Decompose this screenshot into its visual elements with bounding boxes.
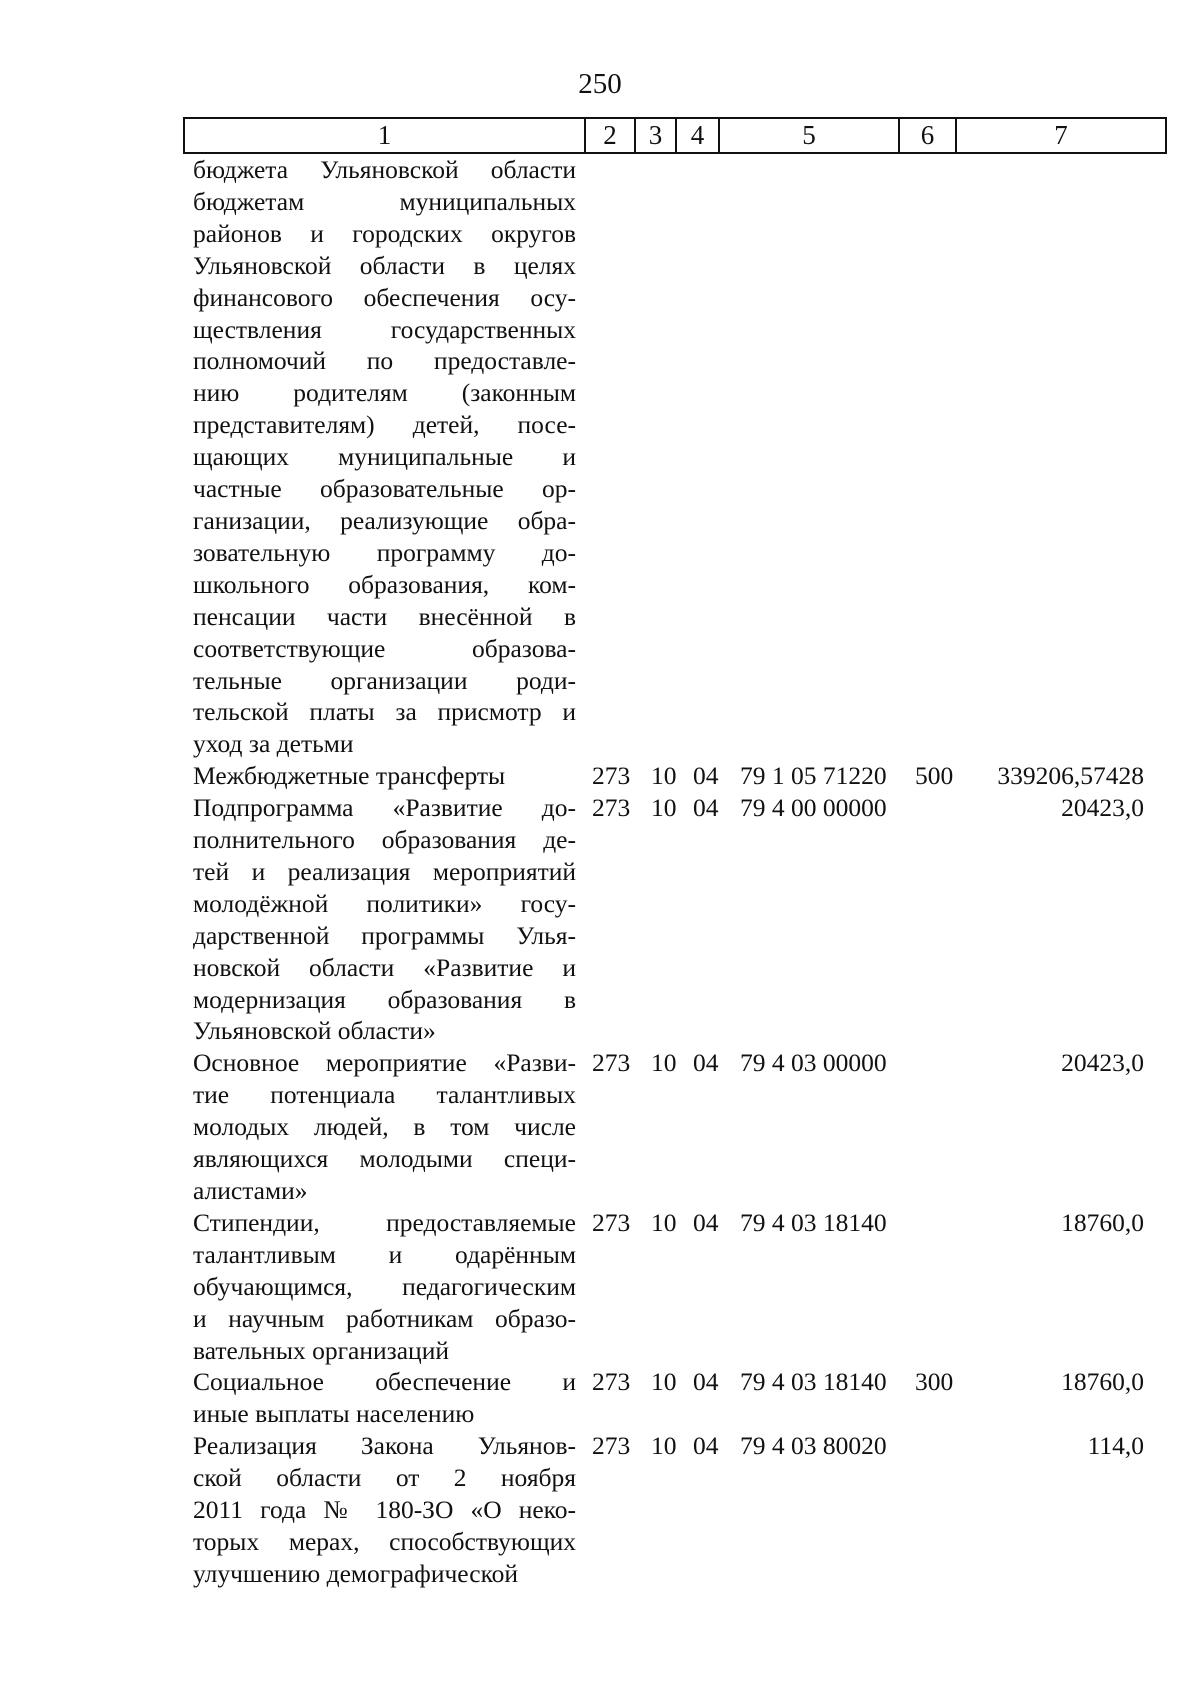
amount: 114,0 <box>1087 1431 1144 1461</box>
table-row <box>0 154 1200 760</box>
row-description <box>193 1366 576 1430</box>
description-line: иные выплаты населению <box>193 1399 475 1429</box>
description-line: Межбюджетные трансферты <box>193 761 506 791</box>
section-code: 10 <box>651 1431 677 1461</box>
description-line: уход за детьми <box>193 729 354 759</box>
ministry-code: 273 <box>592 1048 631 1078</box>
description-line: дарственной программы Улья- <box>193 920 576 950</box>
ministry-code: 273 <box>592 793 631 823</box>
row-description <box>193 1047 576 1207</box>
ministry-code: 273 <box>592 1207 631 1237</box>
amount: 339206,57428 <box>997 761 1144 791</box>
description-line: Социальное обеспечение и <box>193 1367 576 1397</box>
description-line: 2011 года № 180-ЗО «О неко- <box>193 1495 576 1525</box>
column-header-5: 5 <box>719 118 899 153</box>
description-line: тей и реализация мероприятий <box>193 856 576 886</box>
description-line: щающих муниципальные и <box>193 442 576 472</box>
expense-type-code: 500 <box>915 761 954 791</box>
expense-type-code: 300 <box>915 1367 954 1397</box>
description-line: полнительного образования де- <box>193 825 576 855</box>
description-line: Основное мероприятие «Разви- <box>193 1048 576 1078</box>
description-line: Стипендии, предоставляемые <box>193 1207 576 1237</box>
row-description <box>193 1207 576 1367</box>
column-header-row <box>184 118 1166 153</box>
section-code: 10 <box>651 1048 677 1078</box>
target-article-code: 79 4 00 00000 <box>740 793 887 823</box>
budget-rows <box>0 154 1200 1590</box>
row-description <box>193 154 576 760</box>
target-article-code: 79 4 03 18140 <box>740 1207 887 1237</box>
description-line: молодых людей, в том числе <box>193 1112 576 1142</box>
description-line: ской области от 2 ноября <box>193 1463 576 1493</box>
subsection-code: 04 <box>693 761 719 791</box>
table-row <box>0 760 1200 792</box>
column-header-2: 2 <box>585 118 635 153</box>
table-row <box>0 1207 1200 1367</box>
description-line: Реализация Закона Ульянов- <box>193 1431 576 1461</box>
description-line: ганизации, реализующие обра- <box>193 505 576 535</box>
description-line: молодёжной политики» госу- <box>193 888 576 918</box>
description-line: бюджета Ульяновской области <box>193 155 576 184</box>
description-line: тие потенциала талантливых <box>193 1080 576 1110</box>
description-line: новской области «Развитие и <box>193 952 576 982</box>
table-row <box>0 1047 1200 1207</box>
target-article-code: 79 4 03 80020 <box>740 1431 887 1461</box>
description-line: представителям) детей, посе- <box>193 410 576 440</box>
description-line: алистами» <box>193 1176 308 1205</box>
description-line: Подпрограмма «Развитие до- <box>193 793 576 823</box>
subsection-code: 04 <box>693 1431 719 1461</box>
table-row <box>0 792 1200 1047</box>
subsection-code: 04 <box>693 1367 719 1397</box>
subsection-code: 04 <box>693 793 719 823</box>
description-line: модернизация образования в <box>193 984 576 1014</box>
description-line: Ульяновской области» <box>193 1016 436 1046</box>
description-line: являющихся молодыми специ- <box>193 1144 576 1174</box>
description-line: ществления государственных <box>193 314 576 344</box>
description-line: соответствующие образова- <box>193 633 576 663</box>
description-line: нию родителям (законным <box>193 378 576 408</box>
description-line: школьного образования, ком- <box>193 569 576 599</box>
amount: 20423,0 <box>1061 1048 1144 1078</box>
description-line: Ульяновской области в целях <box>193 250 576 280</box>
description-line: тельные организации роди- <box>193 665 576 695</box>
ministry-code: 273 <box>592 761 631 791</box>
column-header-6: 6 <box>899 118 956 153</box>
description-line: полномочий по предоставле- <box>193 346 576 376</box>
description-line: пенсации части внесённой в <box>193 601 576 631</box>
section-code: 10 <box>651 1367 677 1397</box>
description-line: торых мерах, способствующих <box>193 1526 576 1556</box>
column-header-7: 7 <box>956 118 1166 153</box>
subsection-code: 04 <box>693 1207 719 1237</box>
amount: 18760,0 <box>1061 1207 1144 1237</box>
description-line: бюджетам муниципальных <box>193 186 576 216</box>
description-line: зовательную программу до- <box>193 537 576 567</box>
section-code: 10 <box>651 793 677 823</box>
row-description <box>193 760 576 792</box>
description-line: улучшению демографической <box>193 1558 519 1588</box>
description-line: районов и городских округов <box>193 218 576 248</box>
section-code: 10 <box>651 1207 677 1237</box>
table-row <box>0 1430 1200 1590</box>
table-row <box>0 1366 1200 1430</box>
description-line: финансового обеспечения осу- <box>193 282 576 312</box>
ministry-code: 273 <box>592 1431 631 1461</box>
description-line: частные образовательные ор- <box>193 474 576 504</box>
description-line: тельской платы за присмотр и <box>193 697 576 727</box>
column-header-1: 1 <box>184 118 585 153</box>
target-article-code: 79 4 03 00000 <box>740 1048 887 1078</box>
ministry-code: 273 <box>592 1367 631 1397</box>
description-line: талантливым и одарённым <box>193 1239 576 1269</box>
column-header-3: 3 <box>635 118 676 153</box>
column-header-table <box>183 117 1167 154</box>
column-header-4: 4 <box>676 118 719 153</box>
section-code: 10 <box>651 761 677 791</box>
target-article-code: 79 1 05 71220 <box>740 761 887 791</box>
amount: 20423,0 <box>1061 793 1144 823</box>
row-description <box>193 1430 576 1590</box>
subsection-code: 04 <box>693 1048 719 1078</box>
description-line: и научным работникам образо- <box>193 1303 576 1333</box>
page-number: 250 <box>578 68 622 100</box>
amount: 18760,0 <box>1061 1367 1144 1397</box>
row-description <box>193 792 576 1047</box>
description-line: обучающимся, педагогическим <box>193 1271 576 1301</box>
target-article-code: 79 4 03 18140 <box>740 1367 887 1397</box>
description-line: вательных организаций <box>193 1335 449 1365</box>
